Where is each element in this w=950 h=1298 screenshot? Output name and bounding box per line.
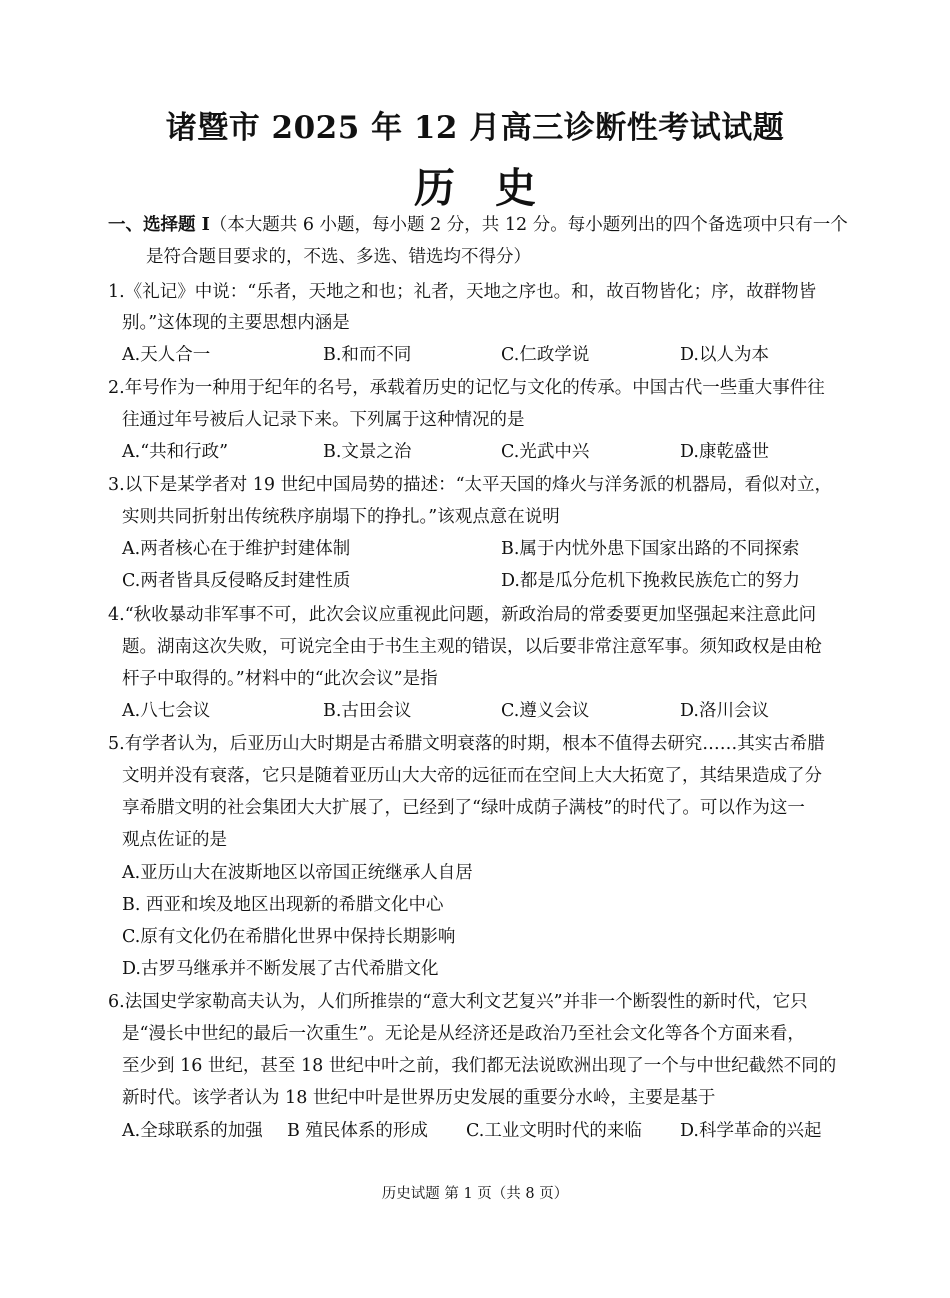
question-4-option-d[interactable]: D.洛川会议	[680, 701, 769, 721]
question-3-stem-line-1: 3.以下是某学者对 19 世纪中国局势的描述：“太平天国的烽火与洋务派的机器局，看似对立，	[108, 475, 833, 495]
question-6-option-a[interactable]: A.全球联系的加强	[122, 1121, 263, 1141]
question-1-option-b[interactable]: B.和而不同	[323, 345, 412, 365]
question-6-option-c[interactable]: C.工业文明时代的来临	[466, 1121, 642, 1141]
section-instruction-line-1: 一、选择题 I（本大题共 6 小题，每小题 2 分，共 12 分。每小题列出的四个备选项中只有一个	[108, 215, 848, 235]
question-6-stem-line-4: 新时代。该学者认为 18 世纪中叶是世界历史发展的重要分水岭，主要是基于	[122, 1088, 716, 1108]
question-5-option-a[interactable]: A.亚历山大在波斯地区以帝国正统继承人自居	[122, 863, 473, 883]
question-4-option-c[interactable]: C.遵义会议	[501, 701, 590, 721]
question-2-option-b[interactable]: B.文景之治	[323, 442, 412, 462]
question-1-option-d[interactable]: D.以人为本	[680, 345, 769, 365]
question-4-option-a[interactable]: A.八七会议	[122, 701, 211, 721]
question-2-option-d[interactable]: D.康乾盛世	[680, 442, 769, 462]
page-footer: 历史试题 第 1 页（共 8 页）	[381, 1186, 569, 1202]
question-3-option-c[interactable]: C.两者皆具反侵略反封建性质	[122, 571, 351, 591]
question-2-option-c[interactable]: C.光武中兴	[501, 442, 590, 462]
question-5-option-c[interactable]: C.原有文化仍在希腊化世界中保持长期影响	[122, 927, 456, 947]
question-1-stem-line-1: 1.《礼记》中说：“乐者，天地之和也；礼者，天地之序也。和，故百物皆化；序，故群物皆	[108, 282, 817, 302]
question-5-option-b[interactable]: B. 西亚和埃及地区出现新的希腊文化中心	[122, 895, 444, 915]
question-5-option-d[interactable]: D.古罗马继承并不断发展了古代希腊文化	[122, 959, 439, 979]
question-3-stem-line-2: 实则共同折射出传统秩序崩塌下的挣扎。”该观点意在说明	[122, 507, 560, 527]
question-2-option-a[interactable]: A.“共和行政”	[122, 442, 229, 462]
question-3-option-a[interactable]: A.两者核心在于维护封建体制	[122, 539, 351, 559]
question-6-option-d[interactable]: D.科学革命的兴起	[680, 1121, 822, 1141]
subject-title: 历史	[414, 164, 576, 212]
question-1-stem-line-2: 别。”这体现的主要思想内涵是	[122, 313, 350, 333]
question-5-stem-line-3: 享希腊文明的社会集团大大扩展了，已经到了“绿叶成荫子满枝”的时代了。可以作为这一	[122, 798, 805, 818]
exam-title: 诸暨市 2025 年 12 月高三诊断性考试试题	[165, 110, 785, 146]
section-heading: 一、选择题 I	[108, 215, 210, 235]
question-6-option-b[interactable]: B 殖民体系的形成	[287, 1121, 428, 1141]
question-1-option-a[interactable]: A.天人合一	[122, 345, 211, 365]
question-1-option-c[interactable]: C.仁政学说	[501, 345, 590, 365]
question-5-stem-line-4: 观点佐证的是	[122, 830, 227, 850]
question-5-stem-line-1: 5.有学者认为，后亚历山大时期是古希腊文明衰落的时期，根本不值得去研究……其实古希腊	[108, 734, 825, 754]
question-2-stem-line-1: 2.年号作为一种用于纪年的名号，承载着历史的记忆与文化的传承。中国古代一些重大事件往	[108, 378, 825, 398]
question-6-stem-line-3: 至少到 16 世纪，甚至 18 世纪中叶之前，我们都无法说欧洲出现了一个与中世纪截然不同的	[122, 1056, 837, 1076]
question-2-stem-line-2: 往通过年号被后人记录下来。下列属于这种情况的是	[122, 410, 525, 430]
question-4-option-b[interactable]: B.古田会议	[323, 701, 412, 721]
question-6-stem-line-2: 是“漫长中世纪的最后一次重生”。无论是从经济还是政治乃至社会文化等各个方面来看，	[122, 1024, 805, 1044]
question-4-stem-line-1: 4.“秋收暴动非军事不可，此次会议应重视此问题，新政治局的常委要更加坚强起来注意此问	[108, 605, 817, 625]
question-3-option-d[interactable]: D.都是瓜分危机下挽救民族危亡的努力	[501, 571, 800, 591]
question-6-stem-line-1: 6.法国史学家勒高夫认为，人们所推崇的“意大利文艺复兴”并非一个断裂性的新时代，它只	[108, 992, 808, 1012]
section-instruction-line-2: 是符合题目要求的，不选、多选、错选均不得分）	[146, 247, 531, 267]
question-5-stem-line-2: 文明并没有衰落，它只是随着亚历山大大帝的远征而在空间上大大拓宽了，其结果造成了分	[122, 766, 822, 786]
question-3-option-b[interactable]: B.属于内忧外患下国家出路的不同探索	[501, 539, 800, 559]
question-4-stem-line-2: 题。湖南这次失败，可说完全由于书生主观的错误，以后要非常注意军事。须知政权是由枪	[122, 637, 822, 657]
question-4-stem-line-3: 杆子中取得的。”材料中的“此次会议”是指	[122, 669, 438, 689]
